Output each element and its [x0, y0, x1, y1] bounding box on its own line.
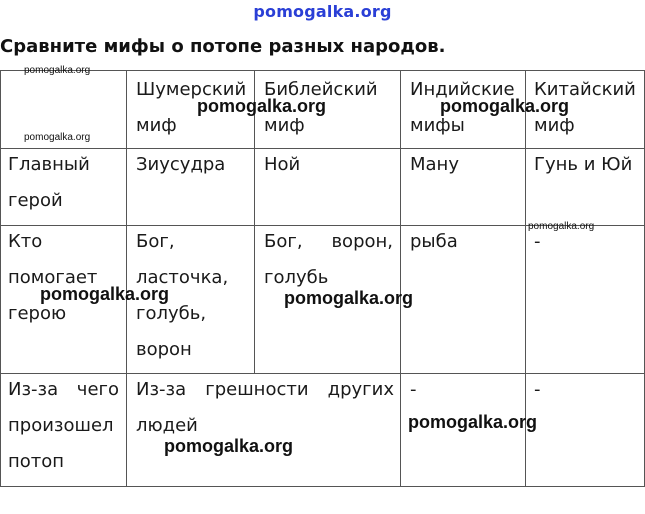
table-line: [0, 70, 645, 71]
watermark-top: pomogalka.org: [253, 2, 392, 21]
table-cell: -: [534, 231, 541, 252]
header-biblical: Библейский миф: [264, 79, 378, 136]
table-cell: Бог, ворон, голубь: [264, 231, 393, 288]
table-cell: Гунь и Юй: [534, 154, 633, 175]
table-cell: -: [410, 379, 417, 400]
watermark-large: pomogalka.org: [197, 96, 327, 116]
header-chinese: Китайский миф: [534, 79, 636, 136]
watermark-large: pomogalka.org: [284, 288, 414, 308]
table-line: [126, 70, 127, 486]
table-cell: Ману: [410, 154, 459, 175]
table-line: [0, 70, 1, 486]
table-cell-merged: Из-за грешности других людей: [136, 379, 394, 436]
table-line: [0, 486, 645, 487]
header-sumerian: Шумерский миф: [136, 79, 247, 136]
watermark-small: pomogalka.org: [528, 221, 595, 232]
row-label-cause: Из-за чего произошел потоп: [8, 379, 119, 472]
watermark-large: pomogalka.org: [440, 96, 570, 116]
row-label-hero: Главный герой: [8, 154, 90, 211]
table-cell: Ной: [264, 154, 301, 175]
table-line: [400, 70, 401, 486]
row-label-helper: Кто помогает герою: [8, 231, 98, 324]
table-cell: Зиусудра: [136, 154, 226, 175]
watermark-large: pomogalka.org: [40, 284, 170, 304]
page-title: Сравните мифы о потопе разных народов.: [0, 36, 446, 57]
watermark-small: pomogalka.org: [24, 132, 91, 143]
watermark-small: pomogalka.org: [24, 65, 91, 76]
watermark-large: pomogalka.org: [164, 436, 294, 456]
watermark-large: pomogalka.org: [408, 412, 538, 432]
table-cell: Бог, ласточка, голубь, ворон: [136, 231, 229, 360]
header-indian: Индийские мифы: [410, 79, 515, 136]
table-cell: рыба: [410, 231, 458, 252]
table-cell: -: [534, 379, 541, 400]
